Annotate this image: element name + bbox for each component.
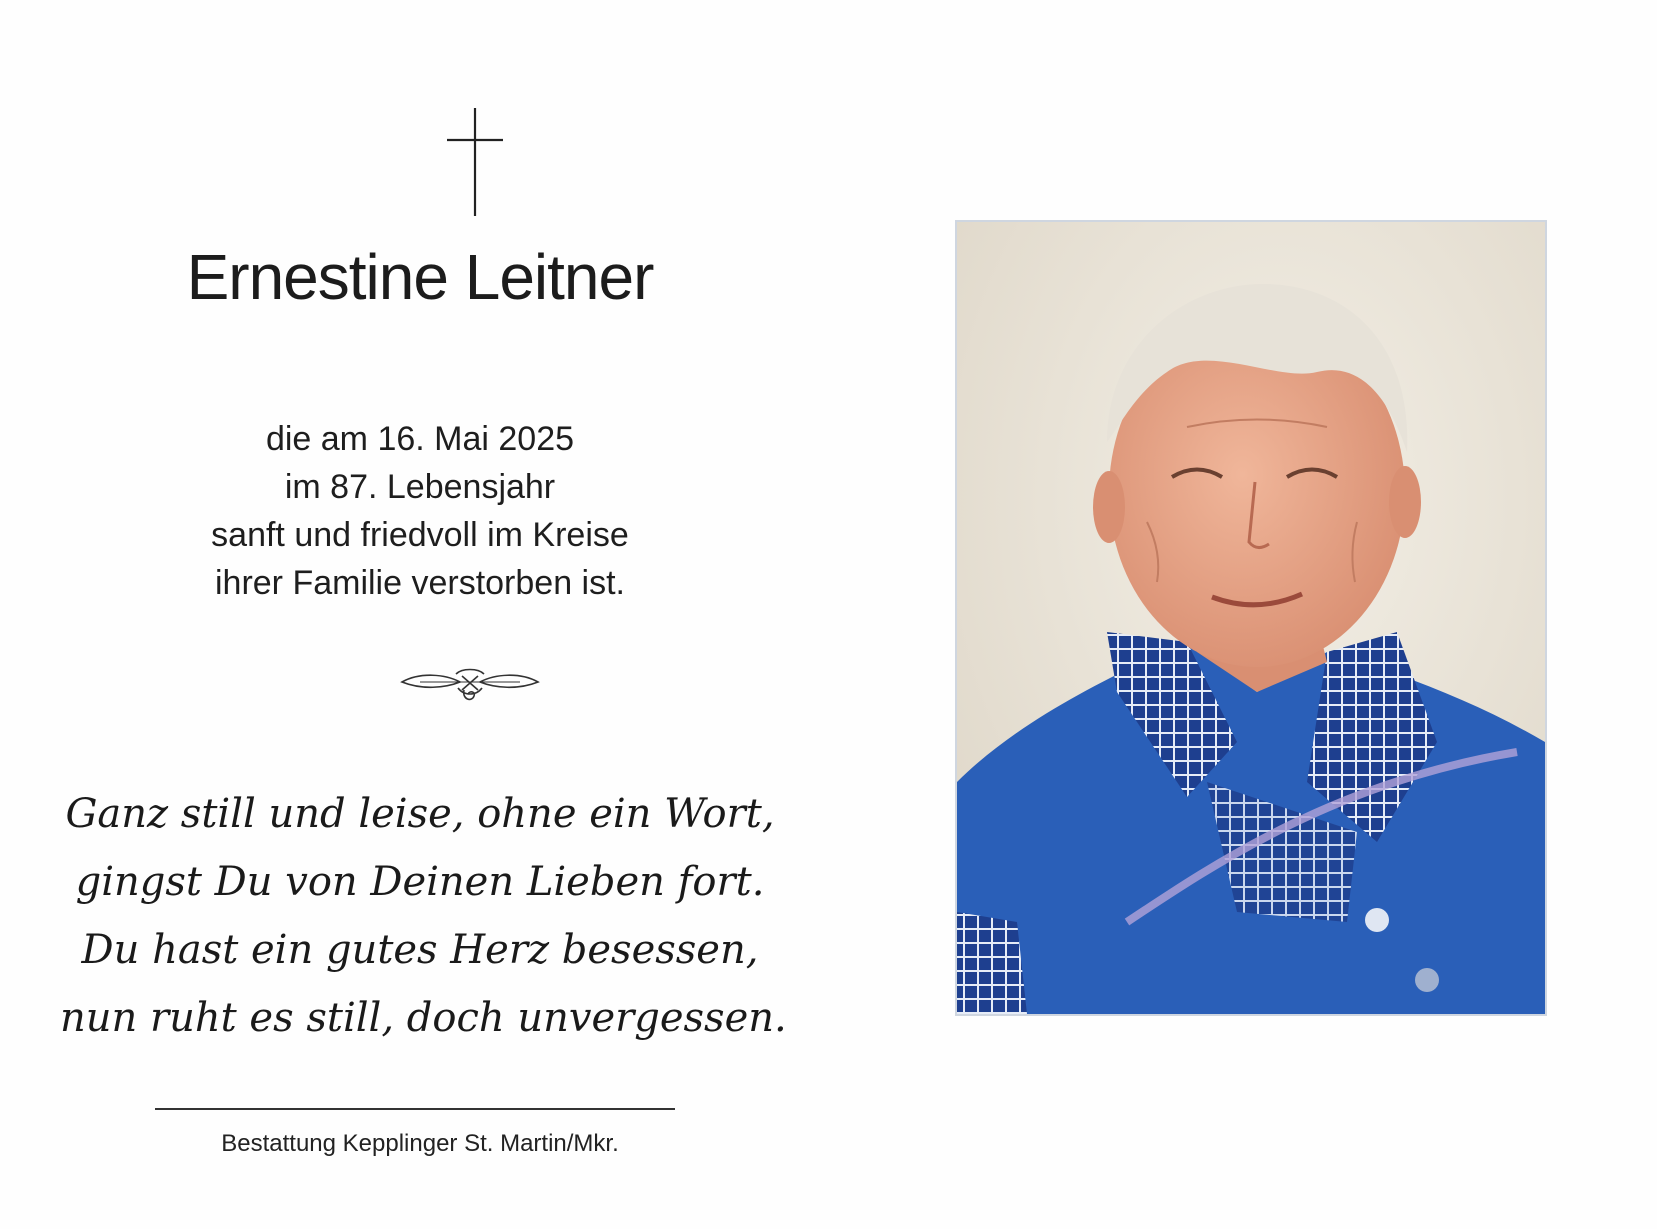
poem-line: gingst Du von Deinen Lieben fort. [75,859,765,905]
poem-line: Du hast ein gutes Herz besessen, [81,927,759,973]
poem-line: nun ruht es still, doch unvergessen. [60,995,787,1041]
divider-line [155,1108,675,1110]
flourish-ornament-icon [400,660,540,704]
poem-line: Ganz still und leise, ohne ein Wort, [65,791,775,837]
funeral-home-credit: Bestattung Kepplinger St. Martin/Mkr. [221,1130,619,1157]
memorial-poem [60,780,787,1052]
portrait-photo [955,220,1547,1016]
death-notice-line: im 87. Lebensjahr [284,468,556,506]
cross-icon [445,108,505,216]
deceased-name: Ernestine Leitner [186,241,654,313]
text-column [60,0,787,1229]
death-notice-line: die am 16. Mai 2025 [265,420,575,458]
death-notice-line: ihrer Familie verstorben ist. [214,564,625,602]
death-notice-line: sanft und friedvoll im Kreise [211,516,629,554]
death-notice [60,415,780,607]
